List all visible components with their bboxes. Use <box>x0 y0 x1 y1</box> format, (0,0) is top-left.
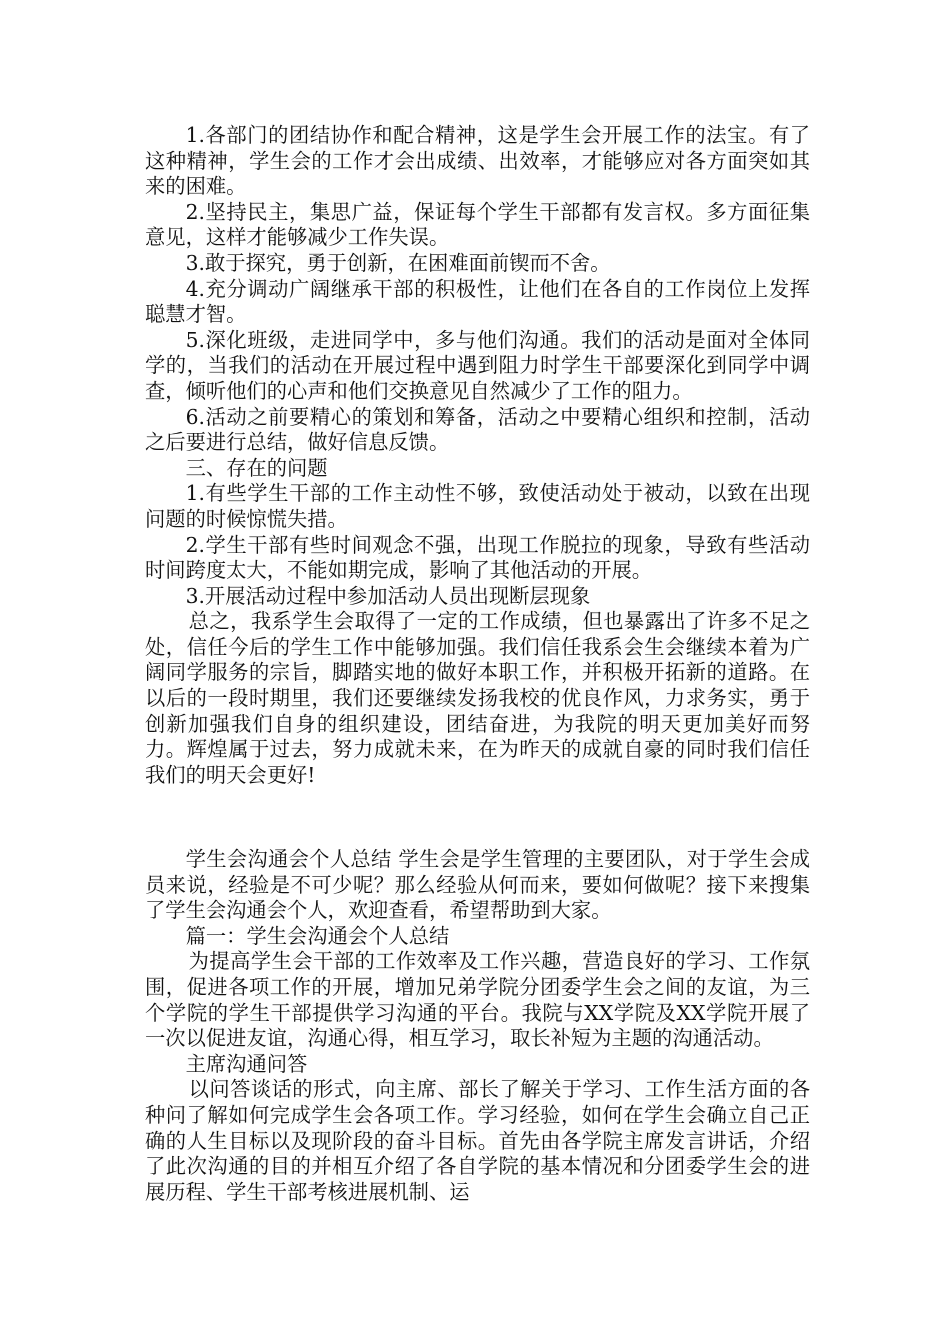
paragraph-motivation: 4.充分调动广阔继承干部的积极性，让他们在各自的工作岗位上发挥聪慧才智。 <box>145 276 810 327</box>
section-work-experience <box>145 123 810 788</box>
paragraph-democracy: 2.坚持民主，集思广益，保证每个学生干部都有发言权。多方面征集意见，这样才能够减少工作失误。 <box>145 199 810 250</box>
article-heading: 篇一：学生会沟通会个人总结 <box>185 923 450 948</box>
paragraph-planning: 6.活动之前要精心的策划和筹备，活动之中要精心组织和控制，活动之后要进行总结，做好信息反馈。 <box>145 404 810 455</box>
paragraph-introduction: 学生会沟通会个人总结 学生会是学生管理的主要团队，对于学生会成员来说，经验是不可少呢？那么经验从何而来，要如何做呢？接下来搜集了学生会沟通会个人，欢迎查看，希望帮助到大家。 <box>145 847 810 923</box>
paragraph-communication: 5.深化班级，走进同学中，多与他们沟通。我们的活动是面对全体同学的，当我们的活动在开展过程中遇到阻力时学生干部要深化到同学中调查，倾听他们的心声和他们交换意见自然减少了工作的阻力。 <box>145 327 810 403</box>
paragraph-qa-details: 以问答谈话的形式，向主席、部长了解关于学习、工作生活方面的各种问了解如何完成学生会各项工作。学习经验，如何在学生会确立自己正确的人生目标以及现阶段的奋斗目标。首先由各学院主席发言讲话，介绍了此次沟通的目的并相互介绍了各自学院的基本情况和分团委学生会的进展历程、学生干部考核进展机制、运 <box>145 1077 810 1204</box>
paragraph-conclusion: 总之，我系学生会取得了一定的工作成绩，但也暴露出了许多不足之处，信任今后的学生工作中能够加强。我们信任我系会生会继续本着为广阔同学服务的宗旨，脚踏实地的做好本职工作，并积极开拓新的道路。在以后的一段时期里，我们还要继续发扬我校的优良作风，力求务实，勇于创新加强我们自身的组织建设，团结奋进，为我院的明天更加美好而努力。辉煌属于过去，努力成就未来，在为昨天的成就自豪的同时我们信任我们的明天会更好! <box>145 609 810 787</box>
paragraph-problem-initiative: 1.有些学生干部的工作主动性不够，致使活动处于被动，以致在出现问题的时候惊慌失措。 <box>145 481 810 531</box>
paragraph-innovation: 3.敢于探究，勇于创新，在困难面前锲而不舍。 <box>185 250 611 275</box>
paragraph-problem-time: 2.学生干部有些时间观念不强，出现工作脱拉的现象，导致有些活动时间跨度太大，不能如期完成，影响了其他活动的开展。 <box>145 532 810 583</box>
section-heading-problems: 三、存在的问题 <box>185 455 328 480</box>
subheading-chair-qa: 主席沟通问答 <box>185 1051 308 1076</box>
paragraph-problem-staffing: 3.开展活动过程中参加活动人员出现断层现象 <box>185 583 591 608</box>
paragraph-teamwork: 1.各部门的团结协作和配合精神，这是学生会开展工作的法宝。有了这种精神，学生会的工作才会出成绩、出效率，才能够应对各方面突如其来的困难。 <box>145 123 810 199</box>
section-exchange-summary <box>145 847 810 1205</box>
paragraph-purpose: 为提高学生会干部的工作效率及工作兴趣，营造良好的学习、工作氛围，促进各项工作的开展，增加兄弟学院分团委学生会之间的友谊，为三个学院的学生干部提供学习沟通的平台。我院与XX学院及XX学院开展了一次以促进友谊，沟通心得，相互学习，取长补短为主题的沟通活动。 <box>145 949 810 1051</box>
